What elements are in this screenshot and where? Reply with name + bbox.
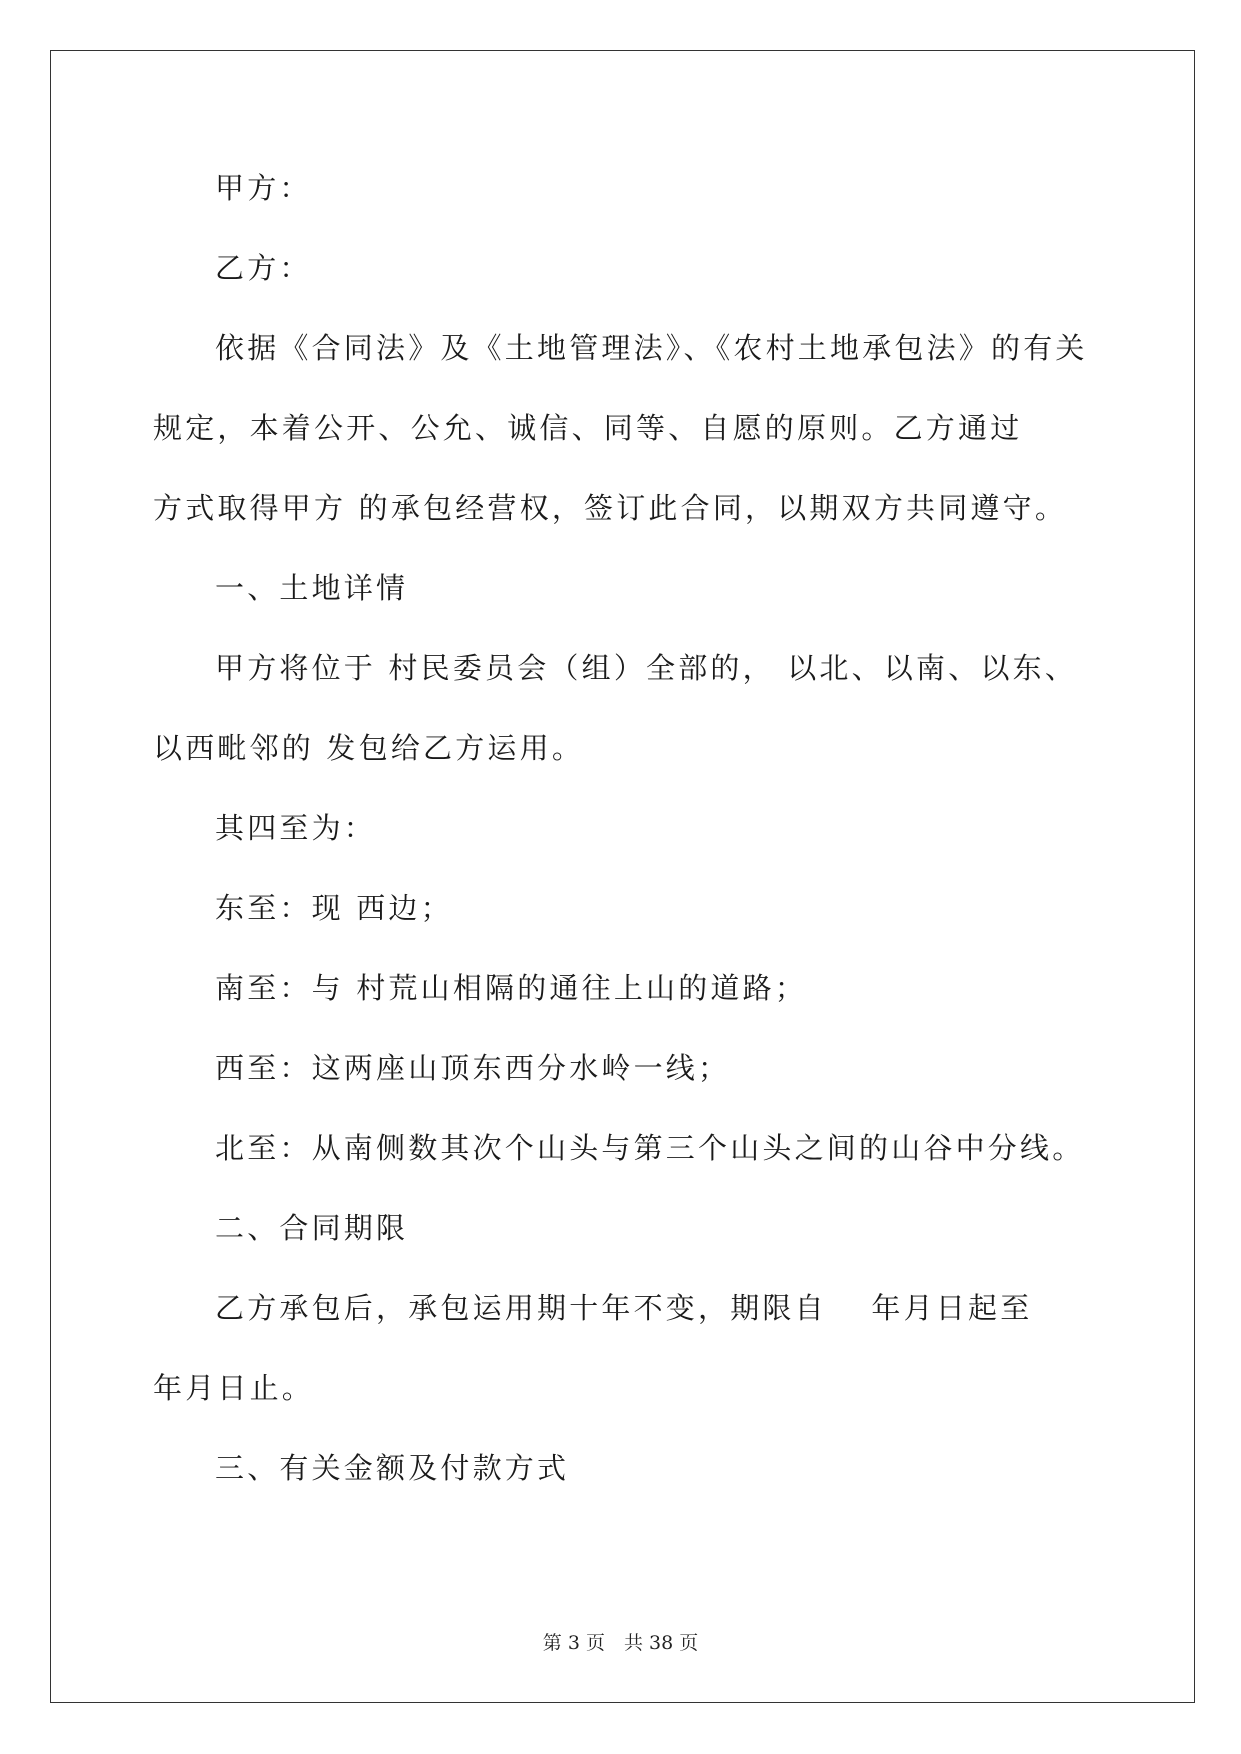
boundary-west: 西至：这两座山顶东西分水岭一线； [215,1051,731,1085]
land-location-paragraph: 甲方将位于 村民委员会（组）全部的， 以北、以南、以东、以西毗邻的 发包给乙方运用。 [153,651,1078,765]
boundary-north: 北至：从南侧数其次个山头与第三个山头之间的山谷中分线。 [215,1131,1085,1165]
contract-term-paragraph: 乙方承包后，承包运用期十年不变，期限自 年月日起至 年月日止。 [153,1291,1097,1405]
party-b-line: 乙方： [215,251,312,285]
section-heading-land-details: 一、土地详情 [215,571,409,605]
section-heading-payment: 三、有关金额及付款方式 [215,1451,570,1485]
page-number-footer: 第 3 页 共 38 页 [542,1632,699,1654]
section-heading-contract-term: 二、合同期限 [215,1211,409,1245]
boundary-south: 南至：与 村荒山相隔的通往上山的道路； [215,971,808,1005]
boundaries-intro: 其四至为： [215,811,377,845]
party-a-line: 甲方： [215,171,312,205]
preamble-paragraph: 依据《合同法》及《土地管理法》、《农村土地承包法》的有关规定，本着公开、公允、诚信、同等、自愿的原则。乙方通过 方式取得甲方 的承包经营权，签订此合同，以期双方共同遵守。 [153,331,1088,525]
boundary-east: 东至：现 西边； [215,891,453,925]
document-body [153,148,1097,1508]
